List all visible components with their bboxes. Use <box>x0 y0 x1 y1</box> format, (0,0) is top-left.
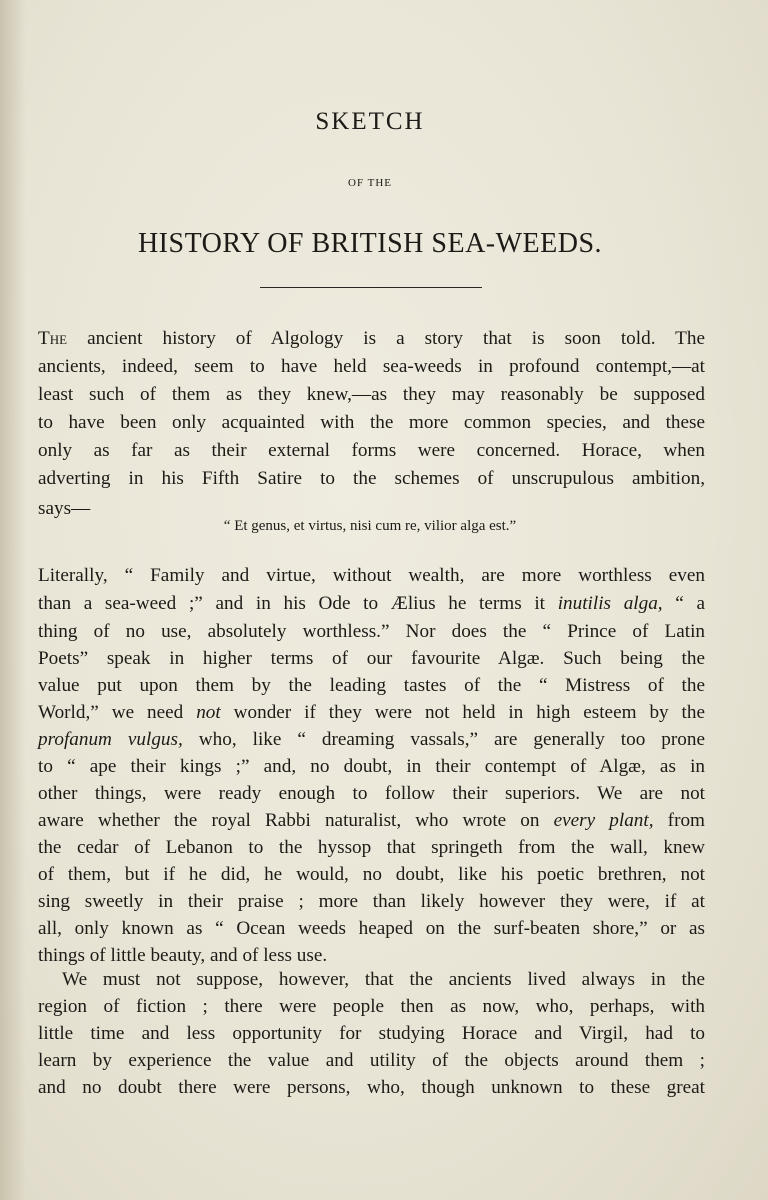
italic-span: every plant, <box>553 810 654 831</box>
paragraph-1-line: says— <box>38 498 91 519</box>
paragraph-2-line: value put upon them by the leading tastes of the “ Mistress of the <box>38 675 705 696</box>
paragraph-1-line: to have been only acquainted with the more common species, and these <box>38 412 705 433</box>
paragraph-3-line: learn by experience the value and utility of the objects around them ; <box>38 1050 705 1071</box>
paragraph-2-line: to “ ape their kings ;” and, no doubt, in their contempt of Algæ, as in <box>38 756 705 777</box>
paragraph-2-line <box>38 808 705 834</box>
heading-sketch: SKETCH <box>315 108 425 135</box>
paragraph-2-line: Poets” speak in higher terms of our favourite Algæ. Such being the <box>38 648 705 669</box>
paragraph-3-line: and no doubt there were persons, who, though unknown to these great <box>38 1077 705 1098</box>
lead-word: The <box>38 328 68 349</box>
text-span: World,” we need <box>38 702 197 723</box>
paragraph-2-line: things of little beauty, and of less use. <box>38 945 328 966</box>
paragraph-2-line: thing of no use, absolutely worthless.” Nor does the “ Prince of Latin <box>38 621 705 642</box>
paragraph-2-line: sing sweetly in their praise ; more than likely however they were, if at <box>38 891 705 912</box>
heading-of-the: OF THE <box>348 177 392 189</box>
paragraph-3-line: We must not suppose, however, that the ancients lived always in the <box>62 969 705 990</box>
text-span: “ a <box>662 593 705 614</box>
latin-quote: “ Et genus, et virtus, nisi cum re, vilior alga est.” <box>223 518 517 534</box>
paragraph-2-line: of them, but if he did, he would, no doubt, like his poetic brethren, not <box>38 864 705 885</box>
paragraph-2-line <box>38 700 705 726</box>
text-span: ancient history of Algology is a story that is soon told. The <box>67 328 705 349</box>
text-span: wonder if they were not held in high esteem by the <box>220 702 706 723</box>
paragraph-2-line: all, only known as “ Ocean weeds heaped on the surf-beaten shore,” or as <box>38 918 705 939</box>
paragraph-3-line: little time and less opportunity for studying Horace and Virgil, had to <box>38 1023 705 1044</box>
paragraph-2-line: other things, were ready enough to follow their superiors. We are not <box>38 783 705 804</box>
italic-span: not <box>196 702 221 723</box>
page-title: HISTORY OF BRITISH SEA-WEEDS. <box>137 228 603 259</box>
paragraph-1-line <box>38 326 705 352</box>
text-span: aware whether the royal Rabbi naturalist, who wrote on <box>38 810 554 831</box>
text-span: who, like “ dreaming vassals,” are generally too prone <box>182 729 705 750</box>
text-span: from <box>653 810 705 831</box>
paragraph-2-line <box>38 591 705 617</box>
italic-span: profanum vulgus, <box>38 729 183 750</box>
paragraph-1-line: least such of them as they knew,—as they may reasonably be supposed <box>38 384 705 405</box>
paragraph-1-line: ancients, indeed, seem to have held sea-weeds in profound contempt,—at <box>38 356 705 377</box>
paragraph-2-line: the cedar of Lebanon to the hyssop that springeth from the wall, knew <box>38 837 705 858</box>
paragraph-3-line: region of fiction ; there were people then as now, who, perhaps, with <box>38 996 705 1017</box>
text-span: than a sea-weed ;” and in his Ode to Ælius he terms it <box>38 593 558 614</box>
paragraph-1-line: adverting in his Fifth Satire to the schemes of unscrupulous ambition, <box>38 468 705 489</box>
paragraph-2-line: Literally, “ Family and virtue, without wealth, are more worthless even <box>38 565 705 586</box>
title-rule <box>260 287 482 288</box>
italic-span: inutilis alga, <box>557 593 663 614</box>
paragraph-2-line <box>38 727 705 753</box>
paragraph-1-line: only as far as their external forms were concerned. Horace, when <box>38 440 705 461</box>
